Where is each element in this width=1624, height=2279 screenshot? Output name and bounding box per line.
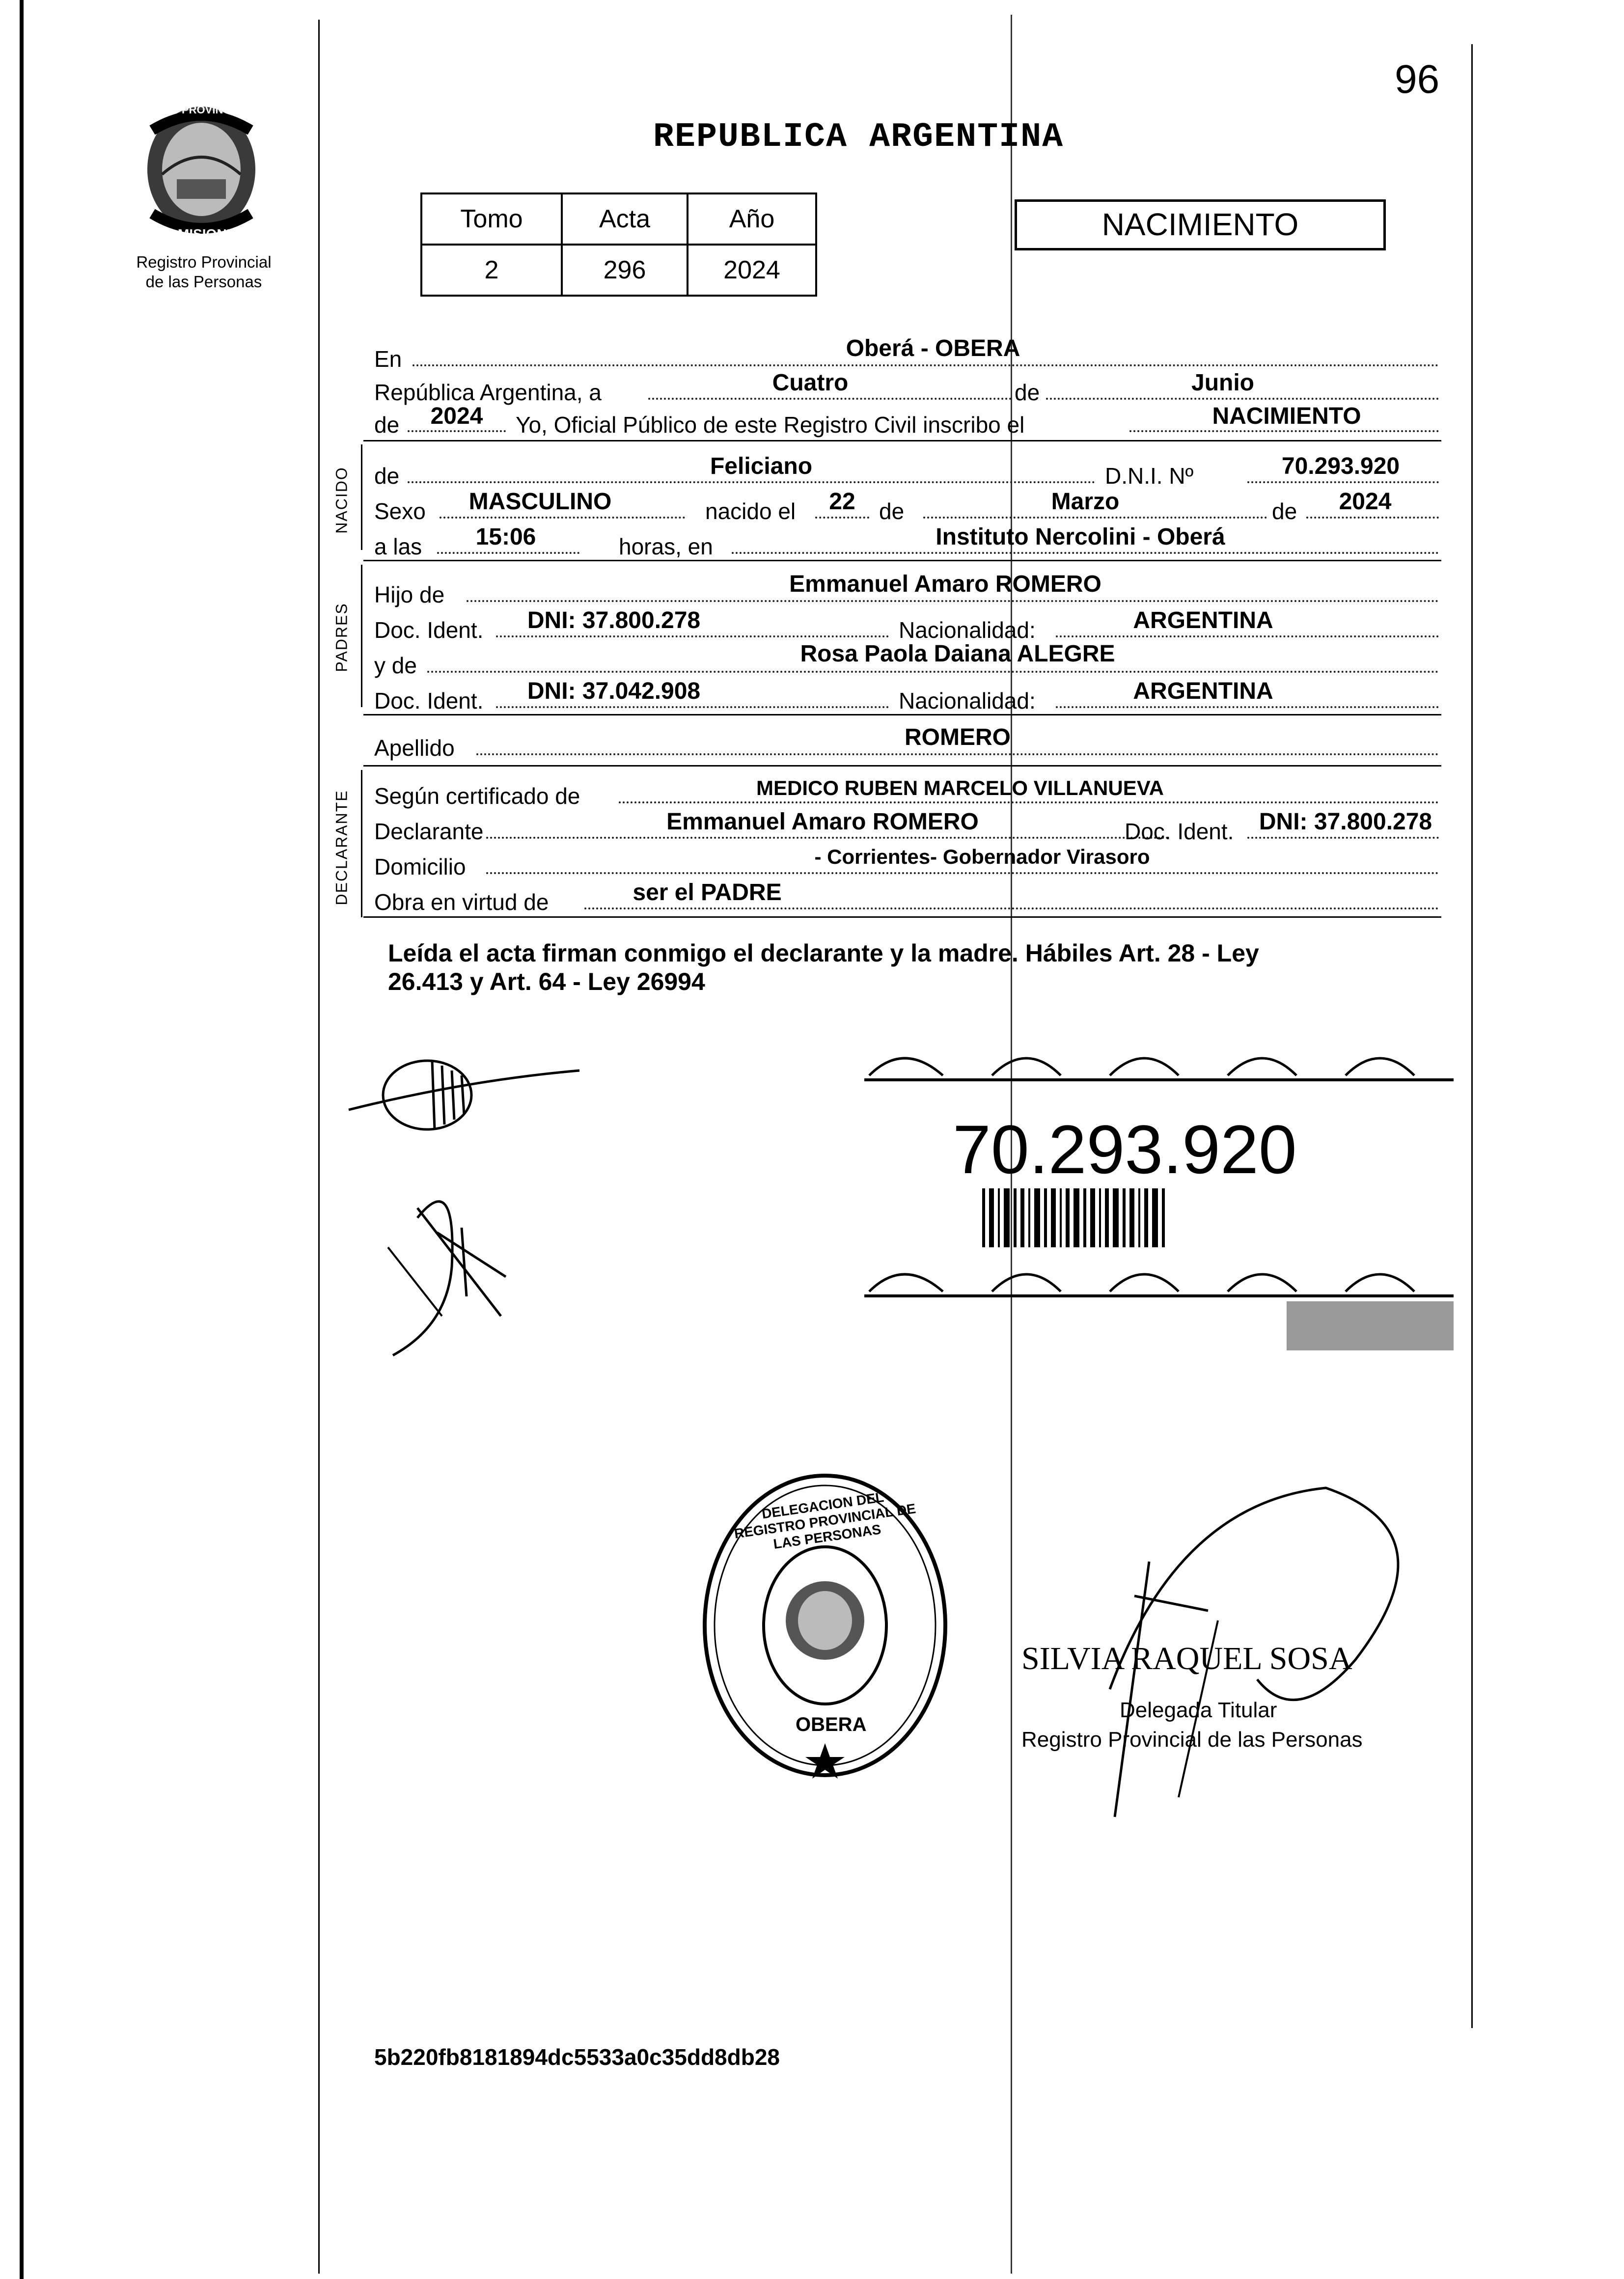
cert-dots — [619, 801, 1439, 803]
declarante-dots — [486, 837, 1169, 839]
birth-place: Instituto Nercolini - Oberá — [936, 524, 1225, 550]
day-value: Cuatro — [772, 370, 849, 396]
domicilio-label: Domicilio — [374, 854, 466, 879]
document-hash: 5b220fb8181894dc5533a0c35dd8db28 — [374, 2044, 780, 2070]
org-name-line2: de las Personas — [145, 273, 262, 291]
seal-ring-text: DELEGACION DEL REGISTRO PROVINCIAL DE LAS PERSONAS — [733, 1489, 917, 1552]
security-stamp — [864, 1036, 1454, 1350]
declarant-signature — [344, 1021, 599, 1365]
child-name: Feliciano — [710, 453, 813, 479]
value-acta: 296 — [562, 245, 688, 296]
official-name: SILVIA RAQUEL SOSA — [1021, 1641, 1352, 1676]
logo-text-bottom: MISIONES — [178, 226, 245, 242]
separator-5 — [363, 916, 1441, 918]
left-edge-line — [20, 0, 24, 2279]
father-nac-label: Nacionalidad: — [899, 617, 1036, 643]
nacido-de-label: de — [374, 463, 400, 489]
obra-dots — [584, 907, 1439, 909]
father-doc-dots — [496, 635, 889, 637]
padres-section-label: PADRES — [332, 603, 351, 672]
sexo-value: MASCULINO — [468, 489, 612, 515]
apellido-dots — [476, 753, 1439, 755]
mother-nac-label: Nacionalidad: — [899, 688, 1036, 714]
separator-3 — [363, 714, 1441, 715]
declarante-doc-dots — [1247, 837, 1439, 839]
child-dni: 70.293.920 — [1281, 453, 1400, 479]
republica-label: República Argentina, a — [374, 380, 602, 405]
horas-label: horas, en — [619, 534, 713, 559]
birth-time: 15:06 — [475, 524, 536, 550]
declarante-doc-label: Doc. Ident. — [1125, 819, 1234, 844]
mother-name: Rosa Paola Daiana ALEGRE — [800, 641, 1115, 667]
hijo-de-label: Hijo de — [374, 582, 445, 607]
record-table — [420, 192, 817, 297]
left-border-line — [318, 20, 320, 2274]
domicilio-value: - Corrientes- Gobernador Virasoro — [814, 845, 1150, 868]
birth-day: 22 — [829, 489, 855, 515]
year2-dots — [1306, 517, 1439, 519]
org-name-line1: Registro Provincial — [136, 253, 272, 271]
province-logo — [133, 101, 270, 248]
declarante-name: Emmanuel Amaro ROMERO — [666, 809, 979, 835]
domicilio-dots — [486, 872, 1439, 874]
mother-dots — [427, 671, 1439, 673]
declarante-doc: DNI: 37.800.278 — [1259, 809, 1432, 835]
doc-type-box — [1015, 199, 1386, 250]
seal-city: OBERA — [796, 1714, 867, 1735]
obra-label: Obra en virtud de — [374, 889, 549, 915]
declarante-label: Declarante — [374, 819, 484, 844]
separator-1 — [363, 440, 1441, 441]
year-prefix: de — [374, 412, 400, 438]
official-org: Registro Provincial de las Personas — [1021, 1728, 1363, 1752]
apellido-label: Apellido — [374, 735, 455, 761]
en-label: En — [374, 346, 402, 372]
mother-doc-dots — [496, 706, 889, 708]
father-name: Emmanuel Amaro ROMERO — [789, 571, 1101, 597]
doc-type-label: NACIMIENTO — [1101, 207, 1299, 242]
father-doc: DNI: 37.800.278 — [527, 607, 701, 633]
place-dots — [732, 552, 1439, 554]
father-dots — [467, 600, 1439, 602]
nacido-de2-label: de — [879, 498, 905, 524]
dni-label: D.N.I. Nº — [1105, 463, 1194, 489]
time-dots — [437, 552, 579, 554]
record-kind: NACIMIENTO — [1212, 403, 1361, 429]
cert-label: Según certificado de — [374, 783, 580, 809]
month2-dots — [923, 517, 1267, 519]
country-title: REPUBLICA ARGENTINA — [653, 118, 1064, 157]
kind-dots — [1129, 430, 1439, 432]
mother-nationality: ARGENTINA — [1133, 678, 1273, 704]
header-anio: Año — [688, 193, 816, 245]
nacido-de3-label: de — [1272, 498, 1297, 524]
mother-doc-label: Doc. Ident. — [374, 688, 484, 714]
year-dots — [408, 430, 506, 432]
right-border-line — [1471, 44, 1473, 2028]
birth-year: 2024 — [1339, 489, 1392, 515]
father-nac-dots — [1056, 635, 1439, 637]
de-label: de — [1015, 380, 1040, 405]
day-dots — [648, 398, 1012, 400]
father-nationality: ARGENTINA — [1133, 607, 1273, 633]
obra-value: ser el PADRE — [633, 879, 782, 906]
mother-doc: DNI: 37.042.908 — [527, 678, 701, 704]
value-tomo: 2 — [421, 245, 562, 296]
declarante-section-label: DECLARANTE — [332, 790, 351, 906]
name-dots — [408, 481, 1095, 483]
nacido-bracket — [361, 444, 362, 550]
month-value: Junio — [1191, 370, 1254, 396]
official-seal — [697, 1468, 953, 1783]
declarante-bracket — [361, 770, 362, 917]
sexo-dots — [440, 517, 685, 519]
a-las-label: a las — [374, 534, 422, 559]
dni-dots — [1247, 481, 1439, 483]
padres-bracket — [361, 565, 362, 707]
cert-value: MEDICO RUBEN MARCELO VILLANUEVA — [756, 776, 1164, 799]
value-anio: 2024 — [688, 245, 816, 296]
logo-text-top: PROVINCIA DE — [182, 104, 260, 116]
birth-month: Marzo — [1051, 489, 1120, 515]
closing-text-1: Leída el acta firman conmigo el declarante y la madre. Hábiles Art. 28 - Ley — [388, 939, 1259, 967]
nacido-el-label: nacido el — [705, 498, 796, 524]
closing-text-2: 26.413 y Art. 64 - Ley 26994 — [388, 968, 705, 995]
en-value: Oberá - OBERA — [846, 335, 1020, 361]
official-title: Delegada Titular — [1120, 1698, 1277, 1722]
apellido-value: ROMERO — [905, 724, 1011, 750]
y-de-label: y de — [374, 653, 417, 678]
sexo-label: Sexo — [374, 498, 426, 524]
header-acta: Acta — [562, 193, 688, 245]
header-tomo: Tomo — [421, 193, 562, 245]
mother-nac-dots — [1056, 706, 1439, 708]
official-text: Yo, Oficial Público de este Registro Civil inscribo el — [516, 412, 1025, 438]
separator-4 — [363, 765, 1441, 767]
en-dots — [413, 364, 1439, 366]
father-doc-label: Doc. Ident. — [374, 617, 484, 643]
stamp-number: 70.293.920 — [953, 1111, 1297, 1188]
nacido-section-label: NACIDO — [332, 467, 351, 534]
day2-dots — [815, 517, 869, 519]
month-dots — [1046, 398, 1439, 400]
page-number: 96 — [1395, 57, 1440, 102]
year-value: 2024 — [430, 403, 483, 429]
separator-2 — [363, 560, 1441, 561]
